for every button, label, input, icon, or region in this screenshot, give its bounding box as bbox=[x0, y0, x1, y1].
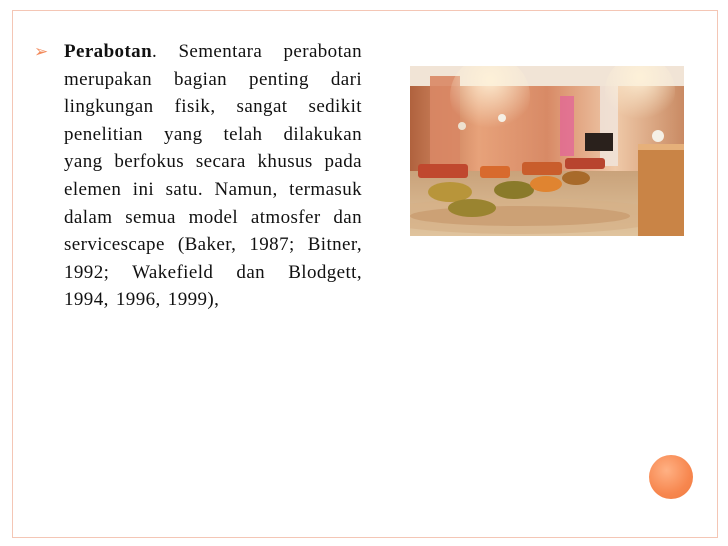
bullet-body: . Sementara perabotan merupakan bagian penting dari lingkungan fisik, sangat sedikit penelitian yang telah dilakukan yang berfokus secara khusus pada elemen ini satu. Namun, termasuk dalam semua model atmosfer dan servicescape (Baker, 1987; Bitner, 1992; Wakefield dan Blodgett, 1994, 1996, 1999), bbox=[64, 41, 362, 311]
bullet-paragraph bbox=[64, 38, 362, 314]
lobby-photo bbox=[410, 66, 684, 236]
decorative-orange-circle bbox=[649, 455, 693, 499]
bullet-term: Perabotan bbox=[64, 41, 153, 62]
bullet-arrow-icon: ➢ bbox=[34, 42, 49, 62]
